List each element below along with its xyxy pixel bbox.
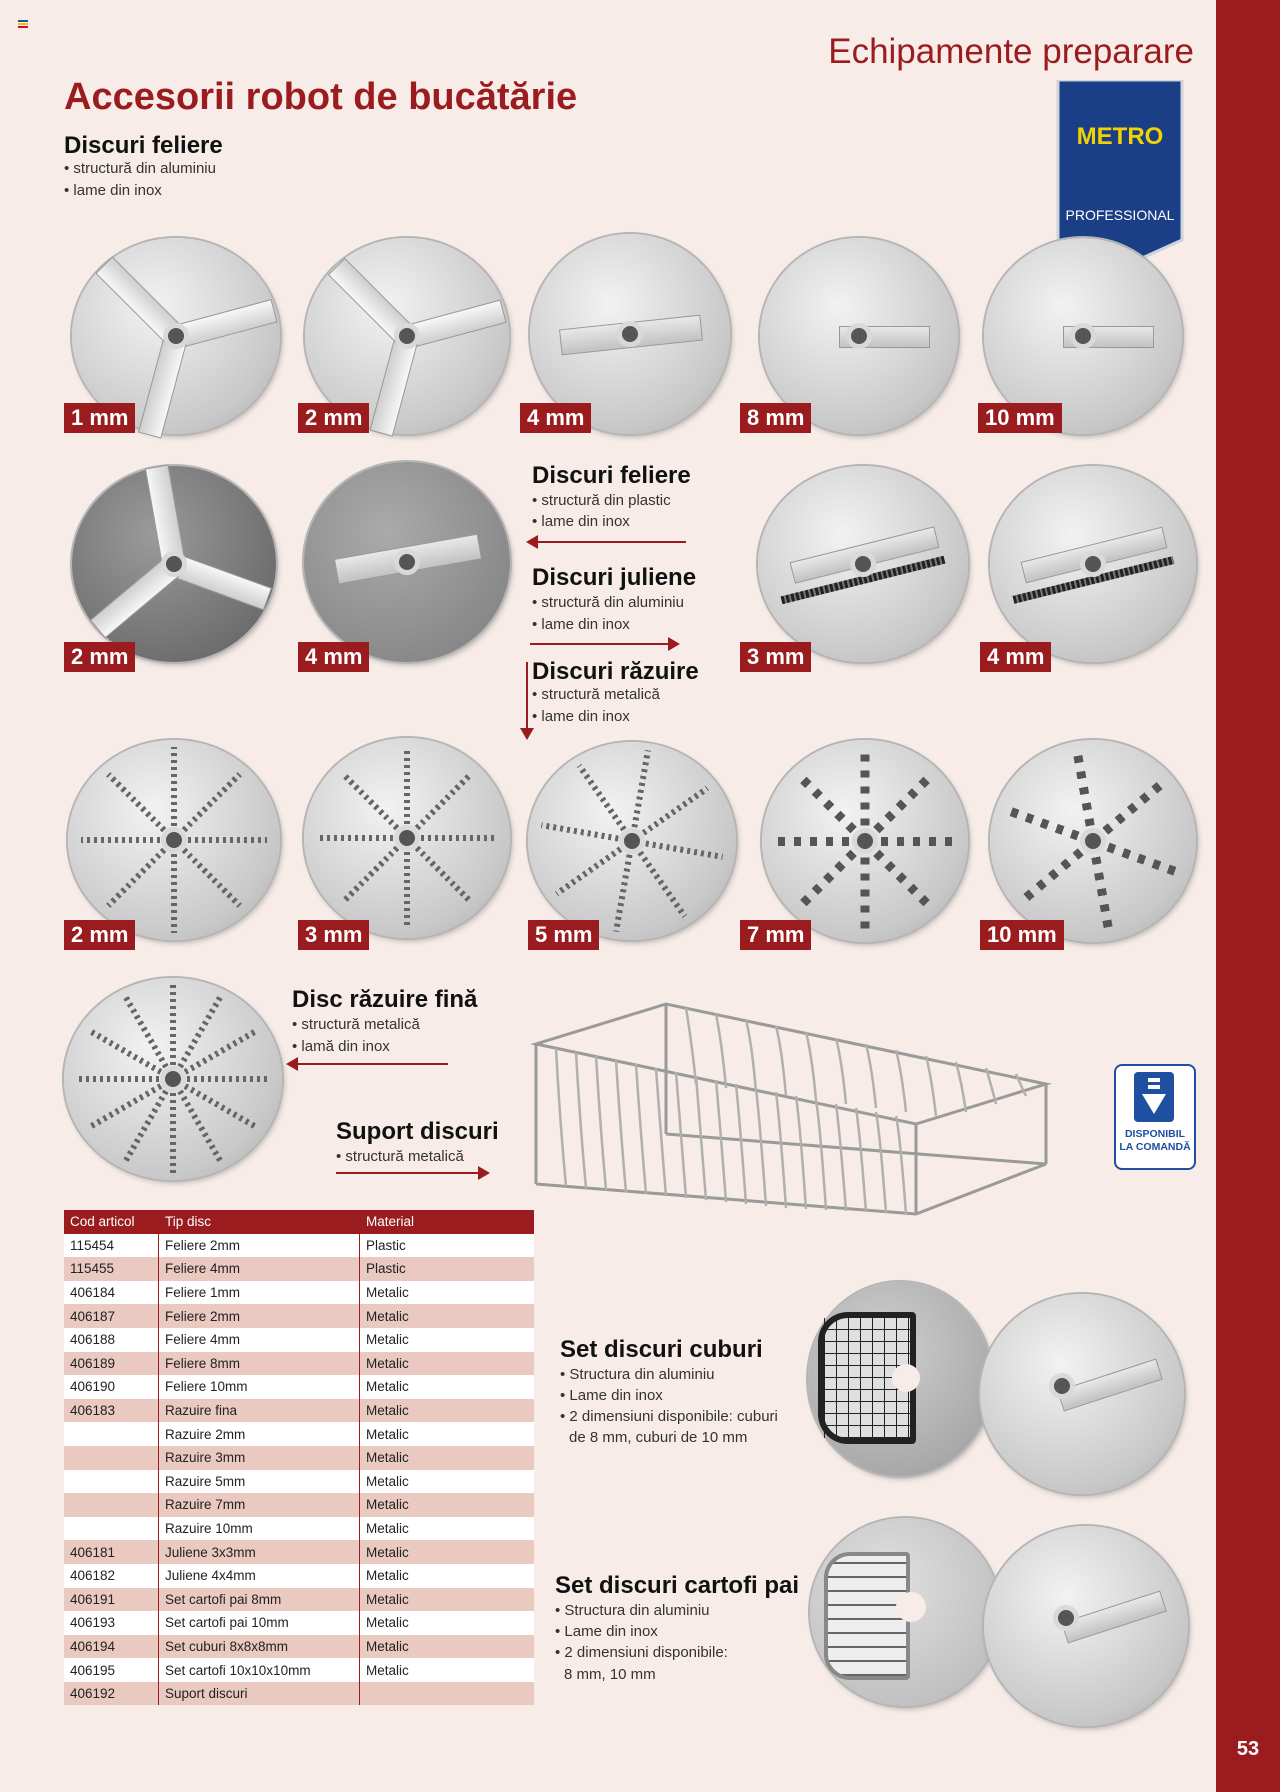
table-cell: Metalic <box>360 1588 535 1612</box>
size-badge: 2 mm <box>64 642 135 672</box>
table-cell: Metalic <box>360 1493 535 1517</box>
suport-bullet-1: • structură metalică <box>336 1148 464 1165</box>
table-cell: Feliere 10mm <box>159 1375 360 1399</box>
table-cell: Plastic <box>360 1234 535 1258</box>
disc-cartofi-slicer-image <box>984 1526 1188 1726</box>
arrow-down-line <box>526 662 528 730</box>
table-cell: 406191 <box>64 1588 159 1612</box>
badge-line-2: LA COMANDĂ <box>1119 1141 1191 1153</box>
product-table <box>64 1210 534 1705</box>
table-row <box>64 1658 534 1682</box>
language-flag-icon[interactable] <box>18 20 28 28</box>
download-arrow-icon <box>1134 1072 1174 1122</box>
disponibil-la-comanda-badge <box>1114 1064 1196 1170</box>
razuire-fina-bullet-1: • structură metalică <box>292 1016 420 1033</box>
section-title: Echipamente preparare <box>828 32 1194 71</box>
table-cell: 406195 <box>64 1658 159 1682</box>
table-cell: Feliere 4mm <box>159 1328 360 1352</box>
disc-razuire-fina-image <box>64 978 282 1180</box>
feliere-alu-bullet-1: • structură din aluminiu <box>64 160 216 177</box>
table-cell: Metalic <box>360 1304 535 1328</box>
juliene-bullet-1: • structură din aluminiu <box>532 594 684 611</box>
table-cell: Metalic <box>360 1375 535 1399</box>
table-row <box>64 1257 534 1281</box>
table-cell: 406184 <box>64 1281 159 1305</box>
set-cuburi-bullet-4: de 8 mm, cuburi de 10 mm <box>569 1429 748 1446</box>
disc-juliene-3mm-image <box>758 466 968 662</box>
page-sidebar <box>1216 0 1280 1792</box>
table-cell: Suport discuri <box>159 1682 360 1706</box>
table-cell: 406194 <box>64 1635 159 1659</box>
page-title: Accesorii robot de bucătărie <box>64 76 578 118</box>
table-cell <box>64 1470 159 1494</box>
table-row <box>64 1682 534 1706</box>
size-badge: 2 mm <box>298 403 369 433</box>
svg-text:PROFESSIONAL: PROFESSIONAL <box>1065 207 1175 223</box>
table-cell: Metalic <box>360 1281 535 1305</box>
table-cell: 406181 <box>64 1540 159 1564</box>
disc-juliene-4mm-image <box>990 466 1196 662</box>
table-cell: Metalic <box>360 1399 535 1423</box>
table-header-cell: Cod articol <box>64 1210 159 1234</box>
razuire-fina-bullet-2: • lamă din inox <box>292 1038 390 1055</box>
table-header-cell: Tip disc <box>159 1210 360 1234</box>
table-row <box>64 1540 534 1564</box>
set-cartofi-bullet-4: 8 mm, 10 mm <box>564 1666 656 1683</box>
razuire-bullet-2: • lame din inox <box>532 708 630 725</box>
table-header-row <box>64 1210 534 1234</box>
table-cell: Juliene 4x4mm <box>159 1564 360 1588</box>
arrow-left-icon <box>296 1063 448 1065</box>
table-cell: Metalic <box>360 1517 535 1541</box>
table-cell: Metalic <box>360 1658 535 1682</box>
arrow-right-icon <box>530 643 670 645</box>
table-cell: Razuire 2mm <box>159 1422 360 1446</box>
arrow-head-left-icon <box>526 535 538 549</box>
feliere-plastic-title: Discuri feliere <box>532 462 691 489</box>
table-row <box>64 1352 534 1376</box>
razuire-bullet-1: • structură metalică <box>532 686 660 703</box>
table-row <box>64 1493 534 1517</box>
table-cell: Metalic <box>360 1446 535 1470</box>
table-cell: Razuire 10mm <box>159 1517 360 1541</box>
size-badge: 8 mm <box>740 403 811 433</box>
table-cell: Metalic <box>360 1470 535 1494</box>
set-cuburi-bullet-2: • Lame din inox <box>560 1387 663 1404</box>
table-row <box>64 1588 534 1612</box>
table-cell: Razuire fina <box>159 1399 360 1423</box>
set-cartofi-bullet-3: • 2 dimensiuni disponibile: <box>555 1644 728 1661</box>
table-cell <box>64 1422 159 1446</box>
table-row <box>64 1281 534 1305</box>
feliere-plastic-bullet-1: • structură din plastic <box>532 492 671 509</box>
set-cuburi-bullet-3: • 2 dimensiuni disponibile: cuburi <box>560 1408 778 1425</box>
size-badge: 4 mm <box>298 642 369 672</box>
size-badge: 2 mm <box>64 920 135 950</box>
arrow-right-icon <box>336 1172 480 1174</box>
feliere-plastic-bullet-2: • lame din inox <box>532 513 630 530</box>
table-row <box>64 1470 534 1494</box>
table-cell: 406188 <box>64 1328 159 1352</box>
table-cell: Feliere 2mm <box>159 1234 360 1258</box>
disc-razuire-3mm-image <box>304 738 510 938</box>
suport-title: Suport discuri <box>336 1118 499 1145</box>
table-row <box>64 1234 534 1258</box>
table-cell: 406189 <box>64 1352 159 1376</box>
set-cuburi-bullet-1: • Structura din aluminiu <box>560 1366 715 1383</box>
table-cell: 406192 <box>64 1682 159 1706</box>
badge-line-1: DISPONIBIL <box>1124 1128 1186 1140</box>
table-cell: Metalic <box>360 1564 535 1588</box>
table-cell: 406187 <box>64 1304 159 1328</box>
table-cell: Metalic <box>360 1328 535 1352</box>
table-cell: 406190 <box>64 1375 159 1399</box>
arrow-head-down-icon <box>520 728 534 740</box>
table-cell: Set cartofi 10x10x10mm <box>159 1658 360 1682</box>
feliere-alu-title: Discuri feliere <box>64 132 223 159</box>
table-row <box>64 1422 534 1446</box>
size-badge: 4 mm <box>520 403 591 433</box>
disc-razuire-10mm-image <box>990 740 1196 942</box>
disc-razuire-7mm-image <box>762 740 968 942</box>
feliere-alu-bullet-2: • lame din inox <box>64 182 162 199</box>
suport-discuri-rack-image <box>526 984 1056 1224</box>
table-cell: 406193 <box>64 1611 159 1635</box>
table-cell: Razuire 7mm <box>159 1493 360 1517</box>
table-cell: Set cartofi pai 8mm <box>159 1588 360 1612</box>
size-badge: 10 mm <box>980 920 1064 950</box>
disc-cuburi-slicer-image <box>980 1294 1184 1494</box>
table-row <box>64 1304 534 1328</box>
size-badge: 10 mm <box>978 403 1062 433</box>
table-cell <box>64 1493 159 1517</box>
size-badge: 7 mm <box>740 920 811 950</box>
table-cell: 115454 <box>64 1234 159 1258</box>
table-cell <box>64 1446 159 1470</box>
table-row <box>64 1517 534 1541</box>
set-cuburi-title: Set discuri cuburi <box>560 1336 763 1363</box>
table-cell: Juliene 3x3mm <box>159 1540 360 1564</box>
table-row <box>64 1375 534 1399</box>
table-row <box>64 1564 534 1588</box>
svg-text:METRO: METRO <box>1076 123 1164 150</box>
size-badge: 3 mm <box>740 642 811 672</box>
disc-cuburi-grid-image <box>808 1282 992 1476</box>
size-badge: 3 mm <box>298 920 369 950</box>
disc-feliere-plastic-2mm-image <box>72 466 276 662</box>
table-cell: Plastic <box>360 1257 535 1281</box>
center-hole <box>896 1592 926 1622</box>
table-cell: Feliere 1mm <box>159 1281 360 1305</box>
table-cell: Feliere 2mm <box>159 1304 360 1328</box>
center-hole <box>892 1364 920 1392</box>
disc-cartofi-grid-image <box>810 1518 1000 1706</box>
table-cell: Metalic <box>360 1352 535 1376</box>
table-cell: 406183 <box>64 1399 159 1423</box>
table-cell: Metalic <box>360 1635 535 1659</box>
razuire-title: Discuri răzuire <box>532 658 699 685</box>
arrow-head-right-icon <box>668 637 680 651</box>
table-cell: Metalic <box>360 1540 535 1564</box>
size-badge: 1 mm <box>64 403 135 433</box>
set-cartofi-title: Set discuri cartofi pai <box>555 1572 800 1599</box>
table-cell <box>360 1682 535 1706</box>
table-row <box>64 1611 534 1635</box>
table-row <box>64 1328 534 1352</box>
table-cell: Metalic <box>360 1422 535 1446</box>
table-header-cell: Material <box>360 1210 535 1234</box>
table-row <box>64 1635 534 1659</box>
table-cell: Razuire 5mm <box>159 1470 360 1494</box>
arrow-head-right-icon <box>478 1166 490 1180</box>
set-cartofi-bullet-1: • Structura din aluminiu <box>555 1602 710 1619</box>
table-cell: 406182 <box>64 1564 159 1588</box>
disc-razuire-5mm-image <box>528 742 736 940</box>
table-row <box>64 1399 534 1423</box>
size-badge: 4 mm <box>980 642 1051 672</box>
fries-cutter <box>824 1552 910 1680</box>
table-cell: Razuire 3mm <box>159 1446 360 1470</box>
set-cartofi-bullet-2: • Lame din inox <box>555 1623 658 1640</box>
page-number: 53 <box>1236 1738 1260 1760</box>
juliene-bullet-2: • lame din inox <box>532 616 630 633</box>
disc-feliere-plastic-4mm-image <box>304 462 510 662</box>
table-cell <box>64 1517 159 1541</box>
table-row <box>64 1446 534 1470</box>
razuire-fina-title: Disc răzuire fină <box>292 986 478 1013</box>
table-cell: 115455 <box>64 1257 159 1281</box>
table-cell: Set cuburi 8x8x8mm <box>159 1635 360 1659</box>
table-cell: Metalic <box>360 1611 535 1635</box>
table-cell: Feliere 8mm <box>159 1352 360 1376</box>
table-cell: Set cartofi pai 10mm <box>159 1611 360 1635</box>
arrow-left-icon <box>534 541 686 543</box>
disc-razuire-2mm-image <box>68 740 280 940</box>
size-badge: 5 mm <box>528 920 599 950</box>
arrow-head-left-icon <box>286 1057 298 1071</box>
juliene-title: Discuri juliene <box>532 564 697 591</box>
table-cell: Feliere 4mm <box>159 1257 360 1281</box>
